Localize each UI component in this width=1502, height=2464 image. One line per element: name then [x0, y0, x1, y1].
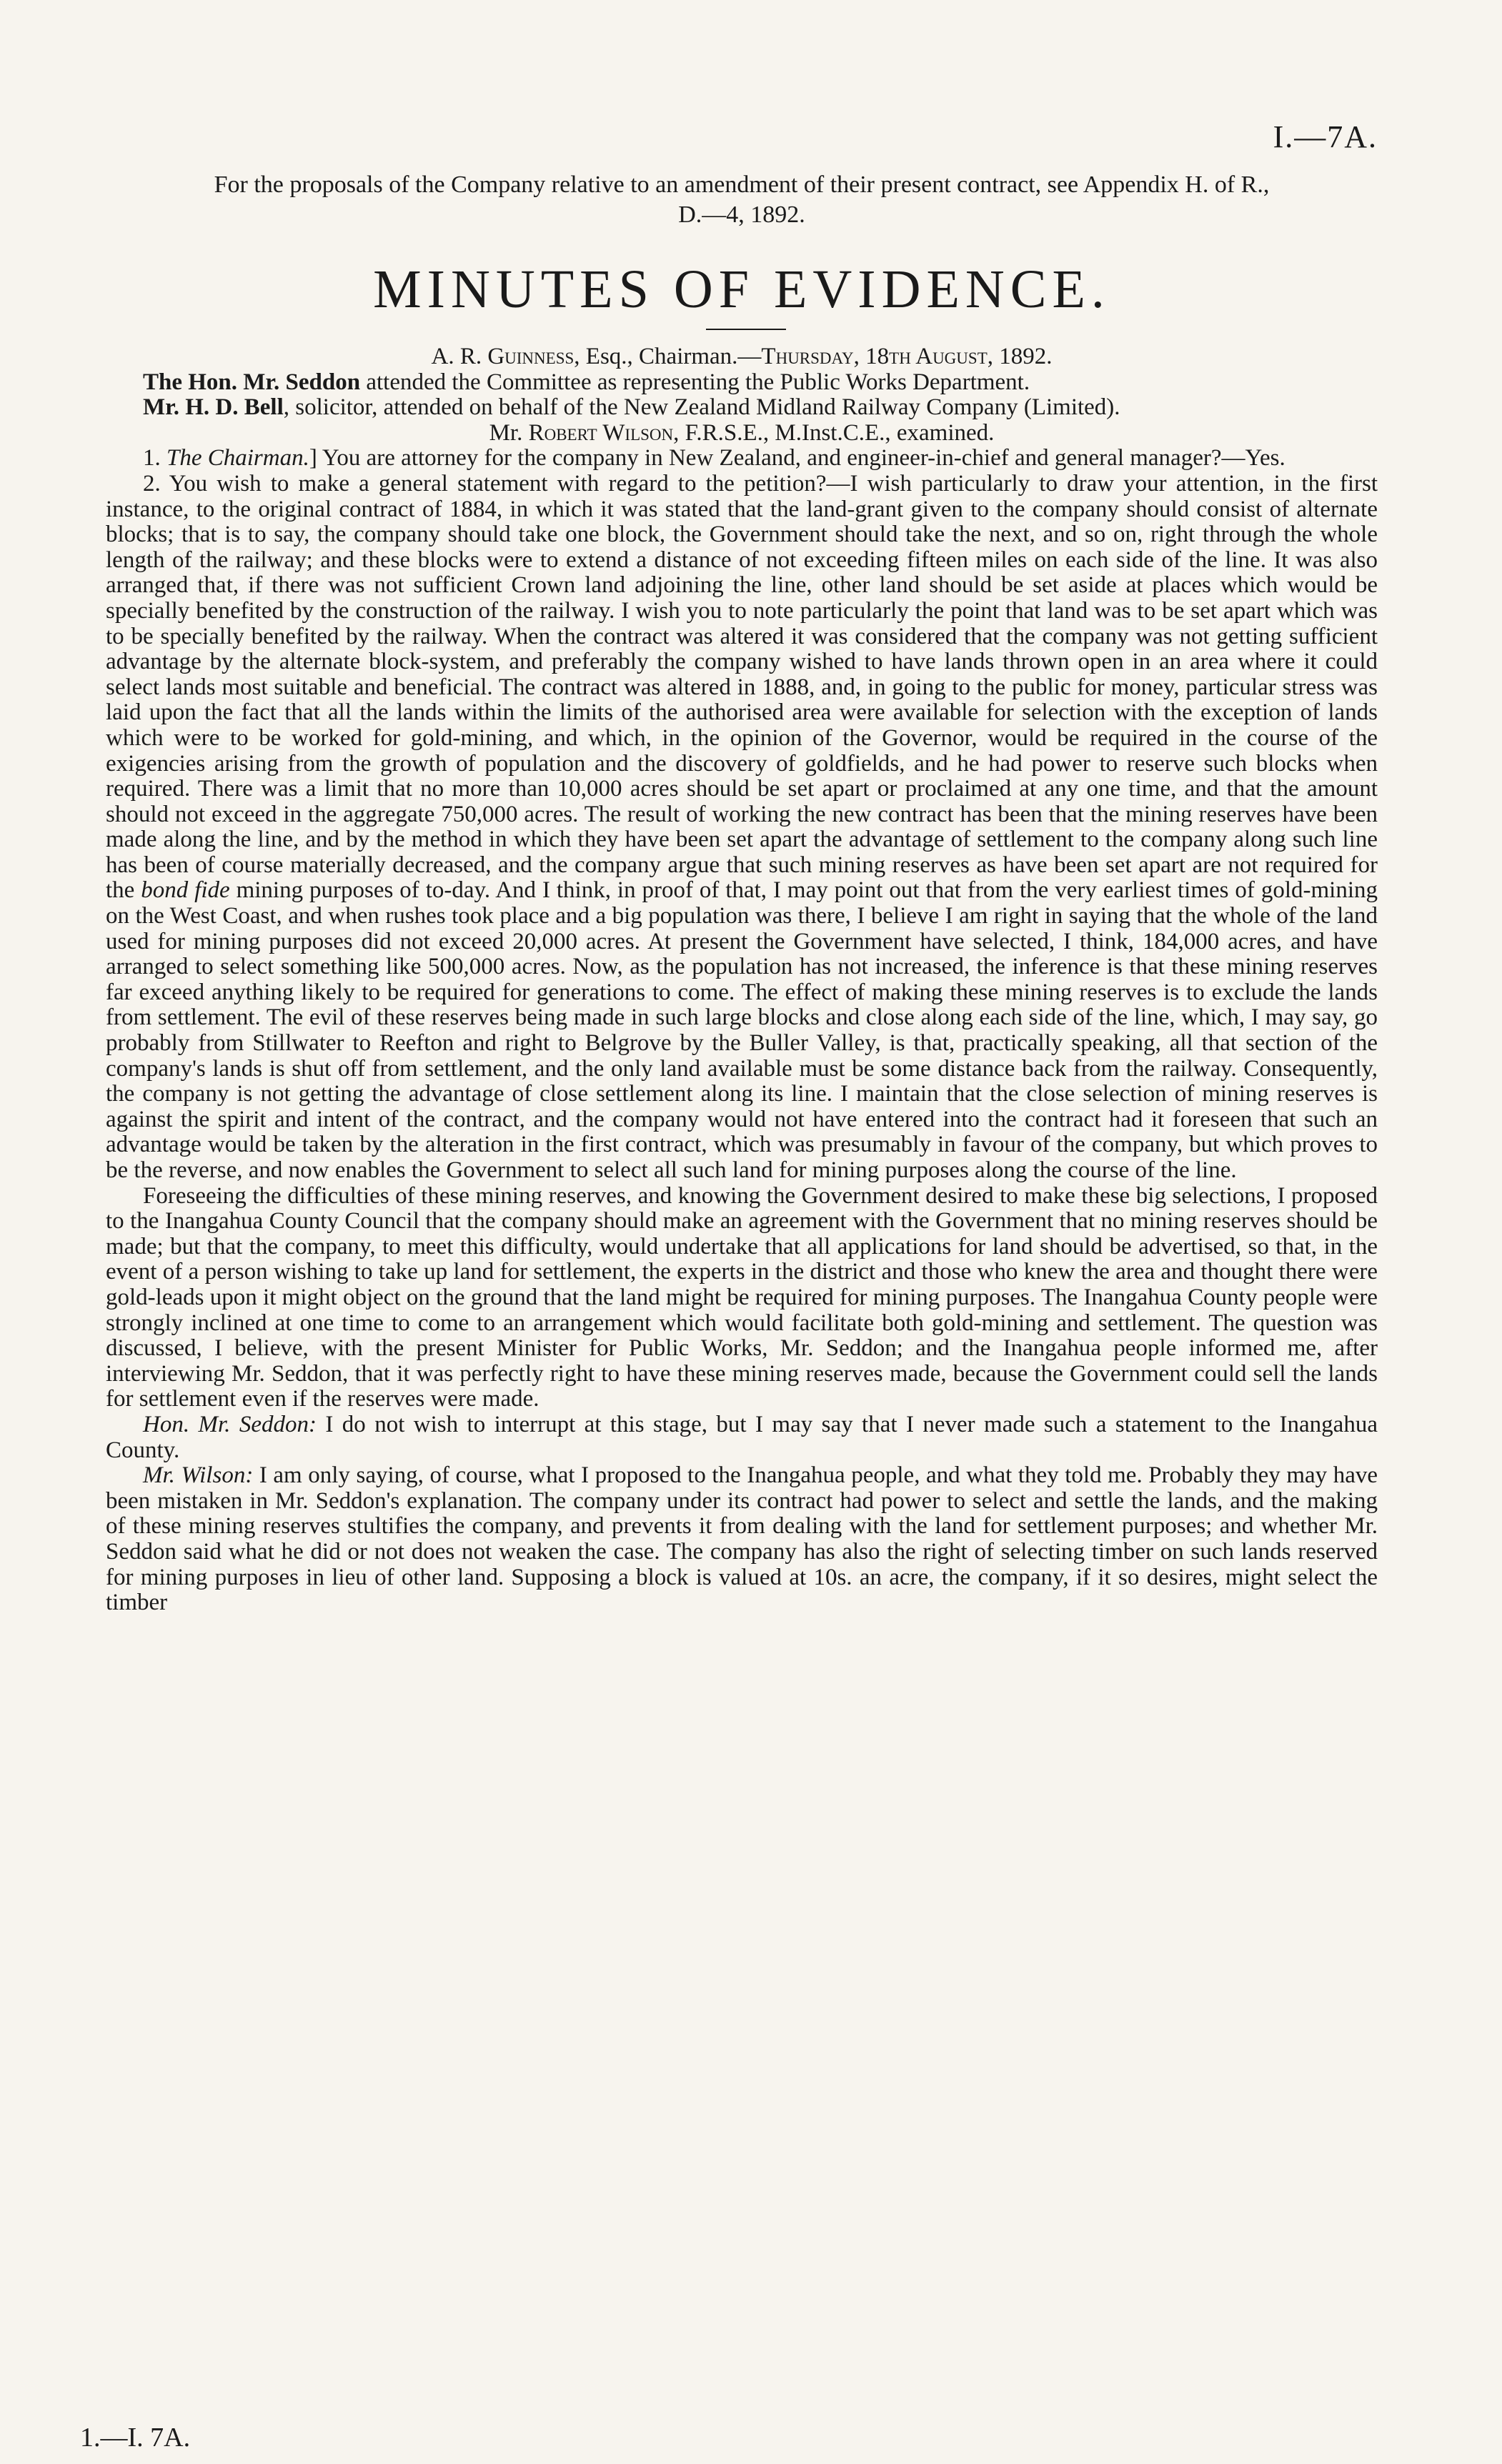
paragraph-4 — [106, 1412, 1378, 1463]
paragraph-text: 2. You wish to make a general statement with regard to the petition?—I wish particularly to draw your attention, in the first instance, to the original contract of 1884, in which it was stated that the land-grant given to the company should consist of alternate blocks; that is to say, the company should take one block, the Government should take the next, and so on, right through the whole length of the railway; and these blocks were to extend a distance of not exceeding fifteen miles on each side of the line. It was also arranged that, if there was not sufficient Crown land adjoining the line, other land should be set aside at places which would be specially benefited by the construction of the railway. I wish you to note particularly the point that land was to be set apart which was to be specially benefited by the railway. When the contract was altered it was considered that the company was not getting sufficient advantage by the alternate block-system, and preferably the company wished to have lands thrown open in an area where it could select lands most suitable and beneficial. The contract was altered in 1888, and, in going to the public for money, particular stress was laid upon the fact that all the lands within the limits of the authorised area were available for selection with the exception of lands which were to be worked for gold-mining, and which, in the opinion of the Governor, would be required in the course of the exigencies arising from the growth of population and the discovery of goldfields, and he had power to reserve such blocks when required. There was a limit that no more than 10,000 acres should be set apart or proclaimed at any one time, and that the amount should not exceed in the aggregate 750,000 acres. The result of working the new contract has been that the mining reserves have been made along the line, and by the method in which they have been set apart the advantage of settlement to the company along such line has been of course materially decreased, and the company argue that such mining reserves as have been set apart are not required for the — [106, 470, 1378, 904]
paragraph-3: Foreseeing the difficulties of these mining reserves, and knowing the Government desired to make these big selections, I proposed to the Inangahua County Council that the company should make an agreement with the Government that no mining reserves should be made; but that the company, to meet this difficulty, would undertake that all applications for land should be advertised, so that, in the event of a person wishing to take up land for settlement, the experts in the district and those who knew the area and thought there were gold-leads upon it might object on the ground that the land might be required for mining purposes. The Inangahua County people were strongly inclined at one time to come to an arrangement which would facilitate both gold-mining and settlement. The question was discussed, I believe, with the present Minister for Public Works, Mr. Seddon; and the Inangahua people informed me, after interviewing Mr. Seddon, that it was perfectly right to have these mining reserves made, because the Government could sell the lands for settlement even if the reserves were made. — [106, 1182, 1378, 1412]
paragraph-text: ] You are attorney for the company in New Zealand, and engineer-in-chief and general manager?—Yes. — [309, 445, 1285, 472]
attendee-text: , solicitor, attended on behalf of the New Zealand Midland Railway Company (Limited). — [283, 394, 1120, 421]
speaker: The Chairman. — [166, 445, 309, 472]
attendee-name: Mr. H. D. Bell — [143, 394, 284, 421]
paragraph-2 — [106, 472, 1378, 1184]
minutes-body — [106, 344, 1378, 1616]
paragraph-text: I do not wish to interrupt at this stage, but I may say that I never made such a statement to the Inangahua County. — [106, 1411, 1378, 1463]
intro-note: For the proposals of the Company relative to an amendment of their present contract, see Appendix H. of R., D.—4, 1892. — [214, 171, 1270, 228]
page-title: MINUTES OF EVIDENCE. — [373, 259, 1110, 319]
signature-mark: 1.—I. 7A. — [80, 2423, 191, 2453]
attendee-text: attended the Committee as representing the Public Works Department. — [360, 369, 1030, 395]
paragraph-1 — [106, 446, 1378, 472]
witness-name: Robert Wilson — [528, 419, 674, 446]
paragraph-text: mining purposes of to-day. And I think, in proof of that, I may point out that from the very earliest times of gold-mining on the West Coast, and when rushes took place and a big population was there, I believe I am right in saying that the whole of the land used for mining purposes did not exceed 20,000 acres. At present the Government have selected, I think, 184,000 acres, and have arranged to select something like 500,000 acres. Now, as the population has not increased, the inference is that these mining reserves far exceed anything likely to be required for generations to come. The effect of making these mining reserves is to exclude the lands from settlement. The evil of these reserves being made in such large blocks and close along each side of the line, which, I may say, go probably from Stillwater to Reefton and right to Belgrove by the Buller Valley, is that, practically speaking, all that section of the company's lands is shut off from settlement, and the only land available must be some distance back from the railway. Consequently, the company is not getting the advantage of close settlement along its line. I maintain that the close selection of mining reserves is against the spirit and intent of the contract, and the company would not have entered into the contract had it foreseen that such an advantage would be taken by the alteration in the first contract, which was presumably in favour of the company, but which proves to be the reverse, and now enables the Government to select all such land for mining purposes along the course of the line. — [106, 877, 1378, 1183]
title-rule — [706, 329, 786, 330]
paragraph-5 — [106, 1463, 1378, 1616]
italic-phrase: bond fide — [141, 877, 230, 904]
attendance-bell — [106, 395, 1378, 421]
page-folio: I.—7A. — [1273, 119, 1378, 154]
witness-pre: Mr. — [489, 419, 529, 446]
attendee-name: The Hon. Mr. Seddon — [143, 369, 361, 395]
session-line — [106, 344, 1378, 370]
chair-rest: , Esq., Chairman.— — [574, 344, 762, 369]
paragraph-text: I am only saying, of course, what I proposed to the Inangahua people, and what they told me. Probably they may have been mistaken in Mr. Seddon's explanation. The company under its contract had power to select and settle the lands, and the making of these mining reserves stultifies the company, and prevents it from dealing with the land for settlement purposes; and whether Mr. Seddon said what he did or not does not weaken the case. The company has also the right of selecting timber on such lands reserved for mining purposes in lieu of other land. Supposing a block is valued at 10s. an acre, the company, if it so desires, might select the timber — [106, 1462, 1378, 1616]
chair-name: A. R. Guinness — [431, 344, 575, 369]
speaker: Hon. Mr. Seddon: — [143, 1411, 317, 1437]
session-date: , 18th August, 1892. — [853, 344, 1053, 369]
speaker: Mr. Wilson: — [143, 1462, 254, 1489]
witness-post: , F.R.S.E., M.Inst.C.E., examined. — [673, 419, 995, 446]
attendance-seddon — [106, 370, 1378, 396]
paragraph-number: 1. — [143, 445, 166, 472]
session-day: Thursday — [761, 344, 854, 369]
witness-line — [106, 421, 1378, 447]
